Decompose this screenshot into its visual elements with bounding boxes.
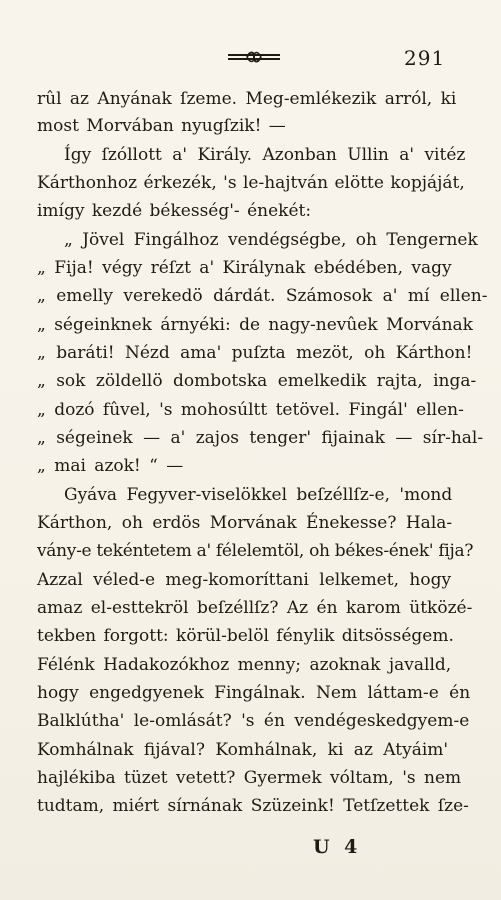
text-line: rûl az Anyának ſzeme. Meg-emlékezik arról, ki xyxy=(37,89,457,109)
text-line: Kárthon, oh erdös Morvának Énekesse? Hala- xyxy=(37,513,453,533)
text-line: Azzal véled-e meg-komoríttani lelkemet, hogy xyxy=(37,570,452,590)
text-line: tudtam, miért sírnának Szüzeink! Tetſzettek ſze- xyxy=(37,796,469,816)
text-line: vány-e tekéntetem a' félelemtöl, oh békes-ének' fija? xyxy=(37,541,474,561)
text-line: Félénk Hadakozókhoz menny; azoknak javalld, xyxy=(37,655,452,675)
text-line: Így ſzóllott a' Király. Azonban Ullin a' vitéz xyxy=(64,145,466,165)
text-line: Gyáva Fegyver-viselökkel beſzéllſz-e, 'mond xyxy=(64,485,453,505)
text-line: hogy engedgyenek Fingálnak. Nem láttam-e én xyxy=(37,683,471,703)
text-line: imígy kezdé békesség'- énekét: xyxy=(37,201,312,221)
text-line: „ ségeinek — a' zajos tenger' fijainak — sír-hal- xyxy=(37,428,484,448)
text-line: „ Fija! végy réſzt a' Királynak ebédében, vagy xyxy=(37,258,452,278)
text-line: Kárthonhoz érkezék, 's le-hajtván elötte kopjáját, xyxy=(37,173,465,193)
printer-signature: U 4 xyxy=(313,836,362,858)
text-line: hajlékiba tüzet vetett? Gyermek vóltam, 's nem xyxy=(37,768,462,788)
text-line: „ ségeinknek árnyéki: de nagy-nevûek Morvának xyxy=(37,315,473,335)
text-line: tekben forgott: körül-belöl fénylik ditsösségem. xyxy=(37,626,454,646)
text-line: „ emelly verekedö dárdát. Számosok a' mí ellen- xyxy=(37,286,488,306)
text-line: amaz el-esttekröl beſzéllſz? Az én karom ütközé- xyxy=(37,598,473,618)
text-line: Komhálnak fijával? Komhálnak, ki az Atyáim' xyxy=(37,740,449,760)
text-line: „ baráti! Nézd ama' puſzta mezöt, oh Kárthon! xyxy=(37,343,473,363)
text-line: Balklútha' le-omlását? 's én vendégeskedgyem-e xyxy=(37,711,470,731)
text-line: „ mai azok! “ — xyxy=(37,456,184,476)
text-line: „ dozó fûvel, 's mohosúltt tetövel. Fingál' ellen- xyxy=(37,400,464,420)
text-line: most Morvában nyugſzik! — xyxy=(37,116,286,136)
page-number: 291 xyxy=(404,46,446,70)
text-line: „ Jövel Fingálhoz vendégségbe, oh Tengernek xyxy=(64,230,478,250)
text-line: „ sok zöldellö dombotska emelkedik rajta, inga- xyxy=(37,371,477,391)
